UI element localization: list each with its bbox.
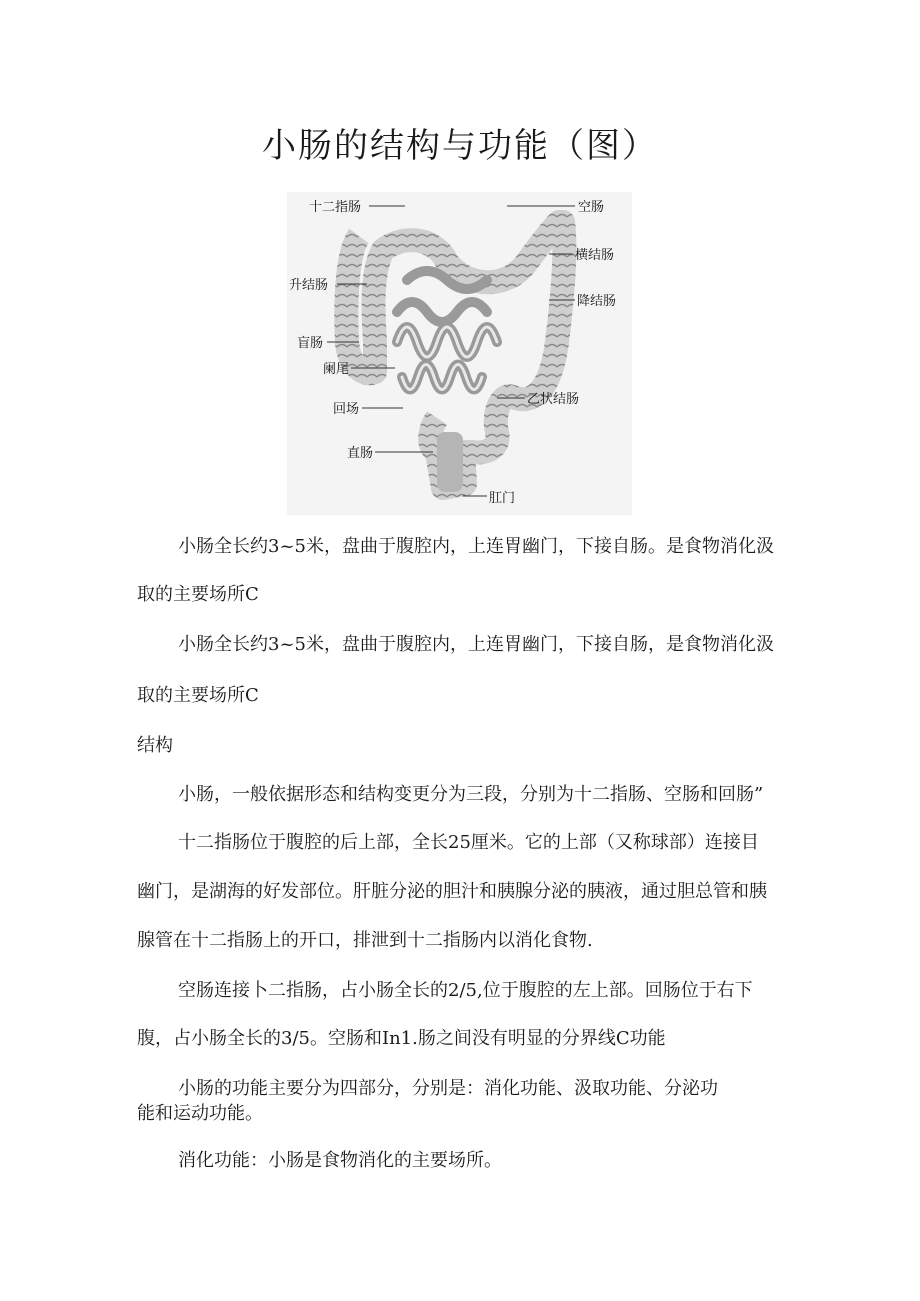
paragraph-line-13: 能和运动功能。 bbox=[137, 1103, 263, 1124]
paragraph-line-2: 取的主要场所C bbox=[137, 584, 259, 605]
label-cecum: 盲肠 bbox=[297, 336, 324, 351]
label-transverse-colon: 横结肠 bbox=[575, 248, 615, 263]
paragraph-line-6: 小肠，一般依据形态和结构变更分为三段，分别为十二指肠、空肠和回肠” bbox=[178, 784, 764, 805]
label-duodenum: 十二指肠 bbox=[309, 200, 362, 215]
section-heading-structure: 结构 bbox=[137, 735, 173, 756]
label-jejunum: 空肠 bbox=[578, 200, 605, 215]
paragraph-line-14: 消化功能：小肠是食物消化的主要场所。 bbox=[178, 1150, 502, 1171]
intestine-illustration bbox=[287, 192, 632, 515]
paragraph-line-7: 十二指肠位于腹腔的后上部，全长25厘米。它的上部（又称球部）连接目 bbox=[178, 832, 759, 853]
paragraph-line-8: 幽门，是湖海的好发部位。肝脏分泌的胆汁和胰腺分泌的胰液，通过胆总管和胰 bbox=[137, 881, 767, 902]
paragraph-line-11: 腹，占小肠全长的3/5。空肠和In1.肠之间没有明显的分界线C功能 bbox=[137, 1028, 666, 1049]
paragraph-line-1: 小肠全长约3~5米，盘曲于腹腔内，上连胃幽门，下接自肠。是食物消化汲 bbox=[178, 536, 774, 557]
paragraph-line-10: 空肠连接卜二指肠，占小肠全长的2/5,位于腹腔的左上部。回肠位于右下 bbox=[178, 980, 753, 1001]
paragraph-line-4: 取的主要场所C bbox=[137, 685, 259, 706]
label-descending-colon: 降结肠 bbox=[577, 294, 617, 309]
paragraph-line-9: 腺管在十二指肠上的开口，排泄到十二指肠内以消化食物. bbox=[137, 930, 593, 951]
label-appendix: 阑尾 bbox=[323, 362, 350, 377]
paragraph-line-12: 小肠的功能主要分为四部分，分别是：消化功能、汲取功能、分泌功 bbox=[178, 1078, 718, 1099]
label-sigmoid-colon: 乙状结肠 bbox=[527, 392, 580, 407]
label-rectum: 直肠 bbox=[347, 446, 374, 461]
paragraph-line-3: 小肠全长约3~5米，盘曲于腹腔内，上连胃幽门，下接自肠，是食物消化汲 bbox=[178, 634, 774, 655]
label-ascending-colon: 升结肠 bbox=[289, 278, 329, 293]
rectum-shape bbox=[437, 432, 463, 492]
intestine-diagram bbox=[287, 192, 632, 515]
label-anus: 肛门 bbox=[489, 491, 516, 506]
page-title: 小肠的结构与功能（图） bbox=[262, 126, 658, 166]
label-ileum: 回场 bbox=[333, 402, 360, 417]
